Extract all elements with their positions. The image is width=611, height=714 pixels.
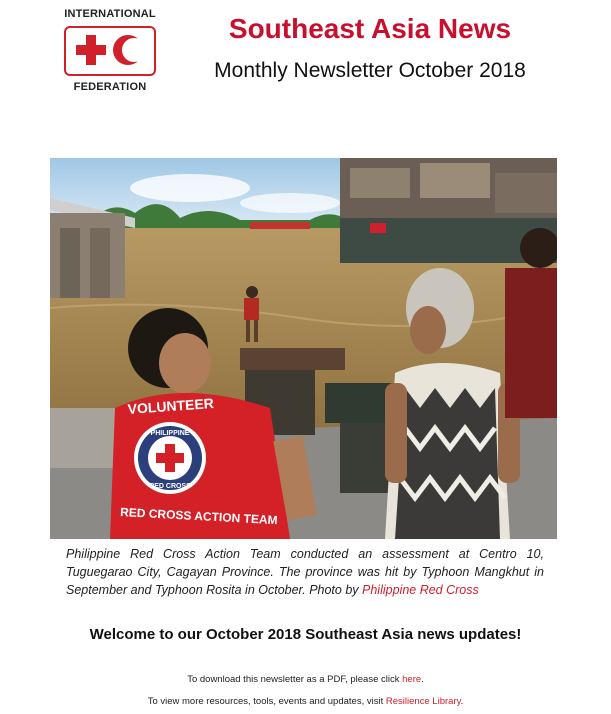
vest-volunteer-text: VOLUNTEER [127,395,215,417]
photo-caption [66,545,544,599]
download-pdf-link[interactable]: here [402,674,422,685]
logo-bottom-text: FEDERATION [73,81,147,93]
resources-line [30,696,581,708]
emblem-bottom-text: RED CROSS [149,483,191,490]
ifrc-logo [50,8,170,106]
download-text: To download this newsletter as a PDF, please click [187,674,403,685]
download-line [30,674,581,686]
resources-text: To view more resources, tools, events and updates, visit [147,696,386,707]
download-end: . [421,674,424,685]
emblem-top-text: PHILIPPINE [150,430,190,437]
hero-photo [50,158,557,539]
logo-emblem [64,26,156,76]
welcome-heading: Welcome to our October 2018 Southeast Asia news updates! [89,626,522,643]
caption-photo-credit-link[interactable]: Philippine Red Cross [362,583,479,597]
vest-action-team-text: RED CROSS ACTION TEAM [119,505,278,528]
red-cross-crescent-icon [66,28,154,74]
newsletter-subtitle: Monthly Newsletter October 2018 [214,59,526,82]
newsletter-title: Southeast Asia News [228,13,512,44]
resilience-library-link[interactable]: Resilience Library [385,696,461,707]
caption-text: Philippine Red Cross Action Team conducted an assessment at Centro 10, Tuguegarao City, Cagayan Province. The province was hit by Typhoon Mangkhut in September and Typhoon Rosita in October. Photo by [66,547,544,597]
logo-top-text: INTERNATIONAL [64,8,156,20]
resources-end: . [460,696,464,707]
